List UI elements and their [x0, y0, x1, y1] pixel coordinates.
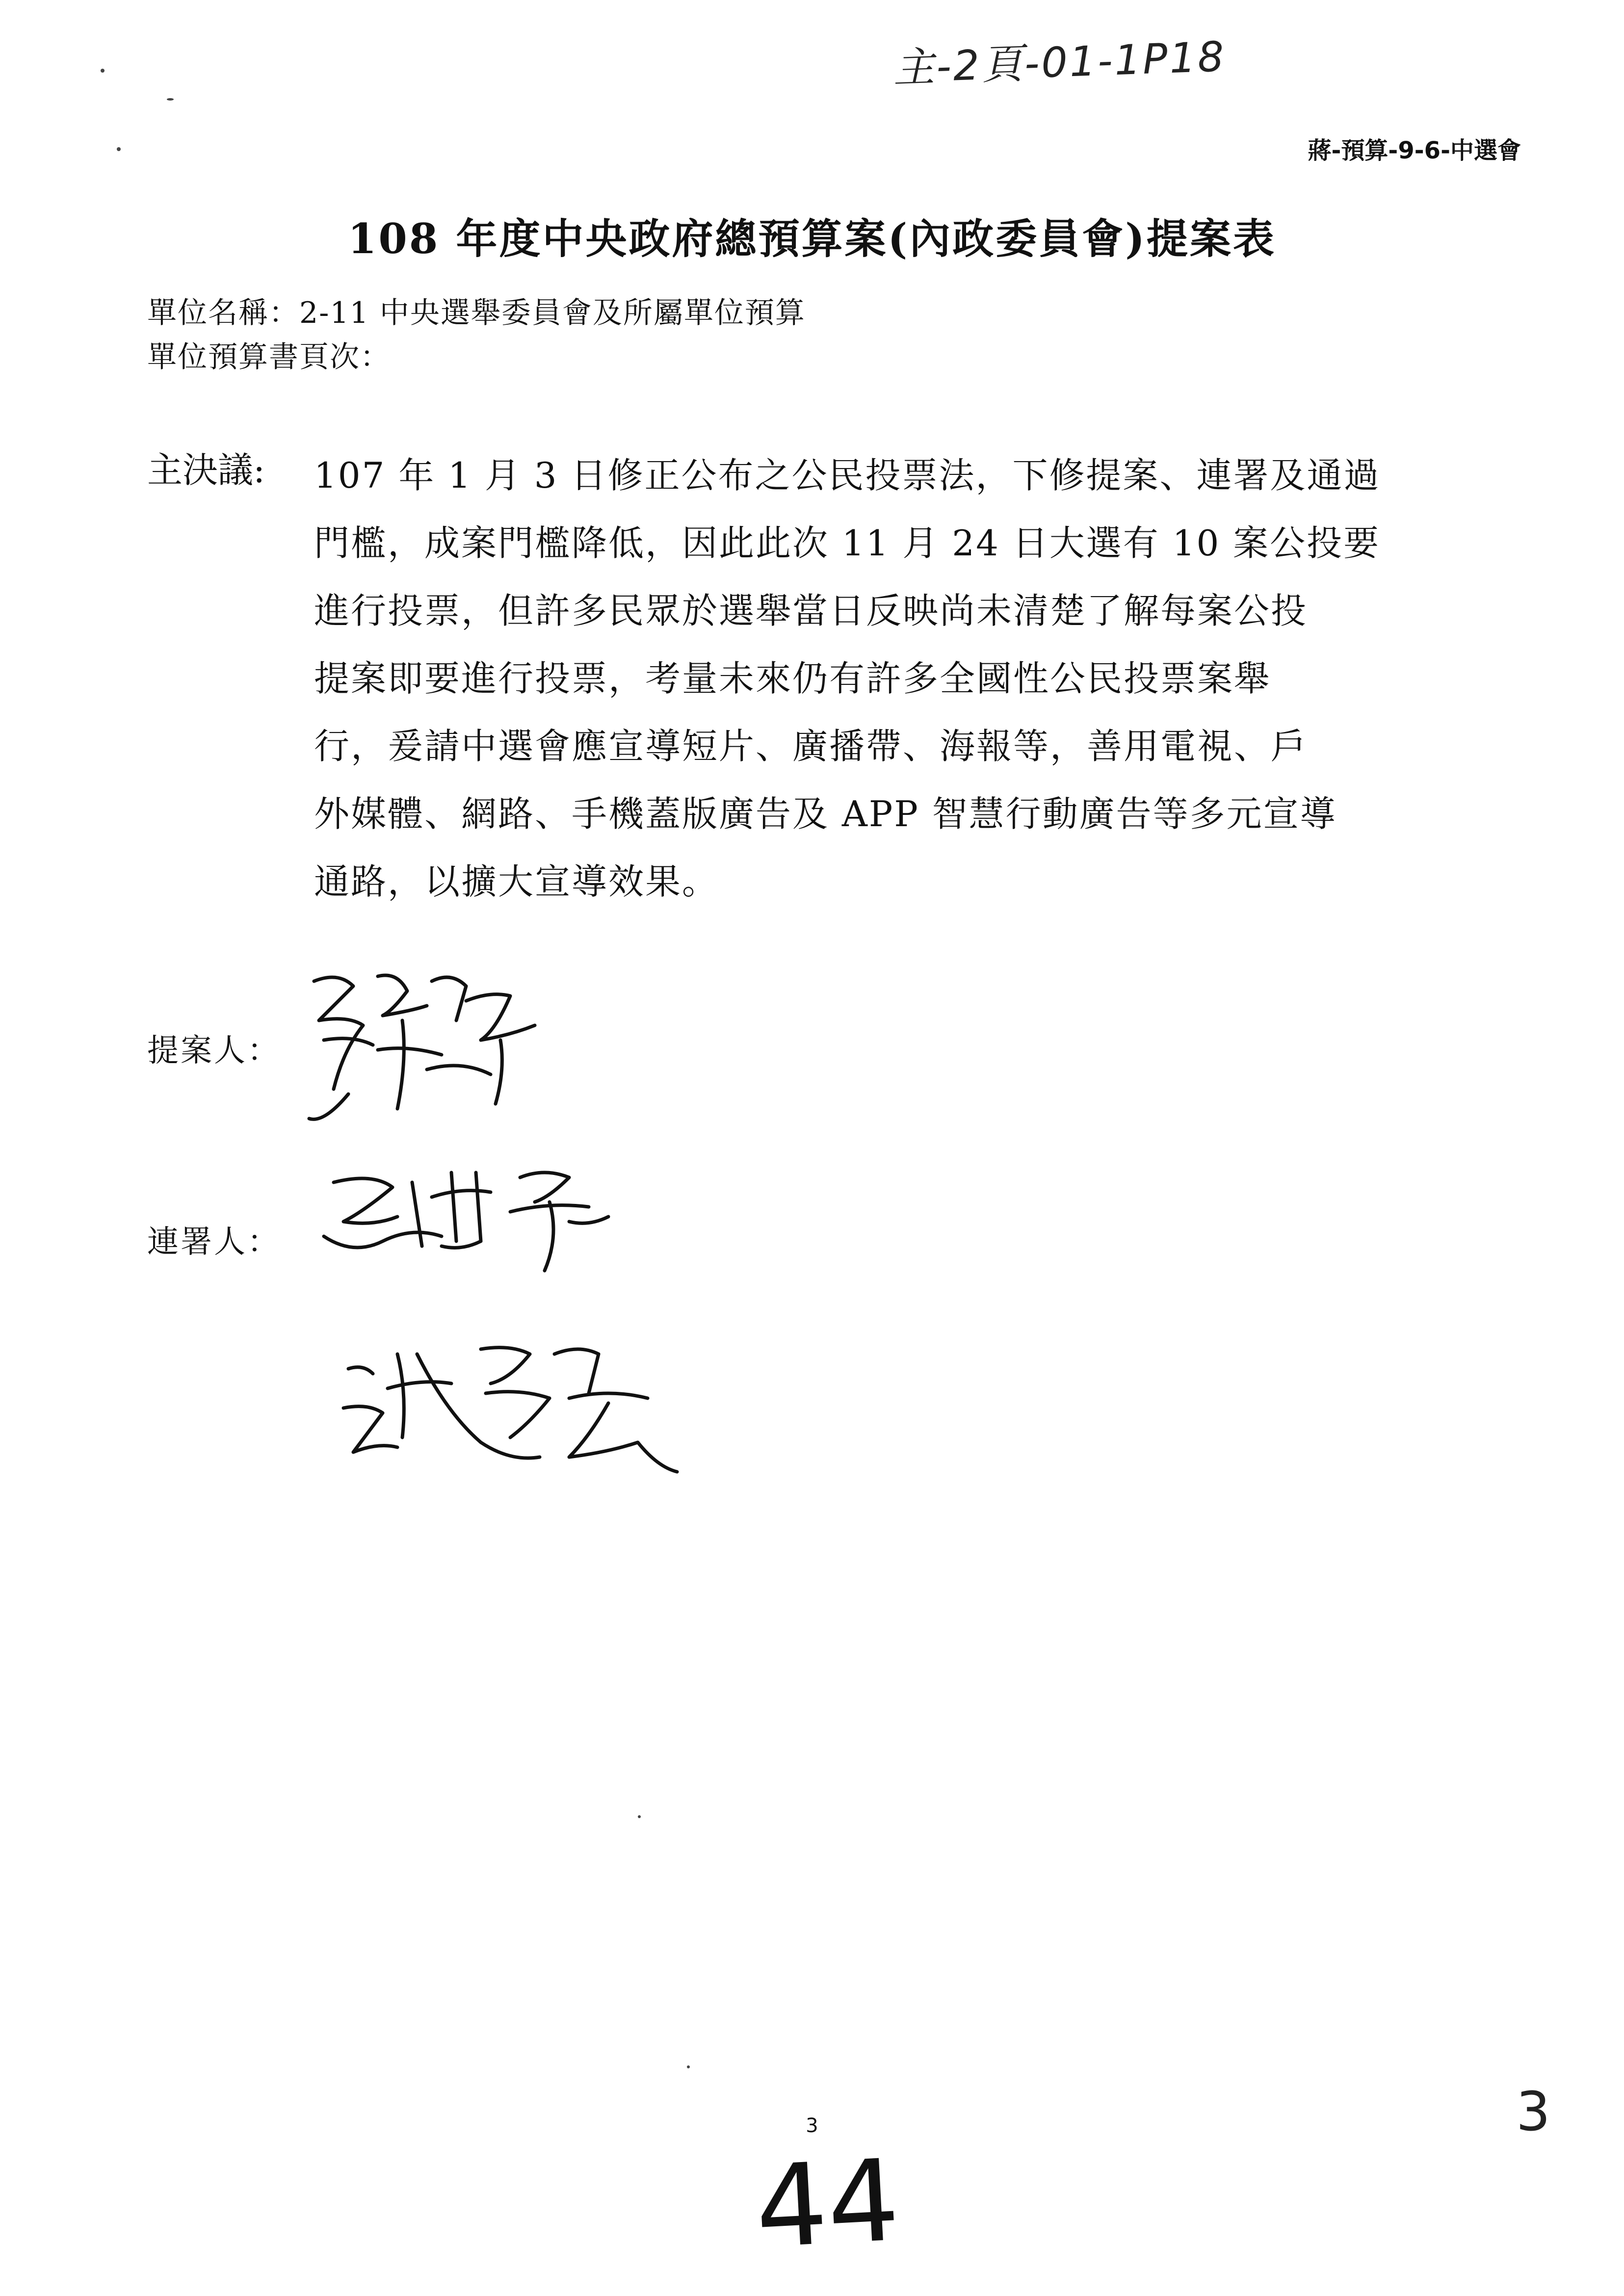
proposer-signature: [304, 962, 579, 1123]
resolution-line: 外媒體、網路、手機蓋版廣告及 APP 智慧行動廣告等多元宣導: [314, 793, 1337, 835]
scan-speck: [101, 69, 105, 73]
page-title: 108 年度中央政府總預算案(內政委員會)提案表: [347, 214, 1277, 263]
resolution-line: 行，爰請中選會應宣導短片、廣播帶、海報等，善用電視、戶: [314, 726, 1308, 767]
cosigner-signature: [314, 1153, 638, 1280]
scan-speck: [117, 147, 121, 151]
corner-page-number: 3: [1516, 2080, 1550, 2143]
resolution-label: 主決議:: [147, 449, 265, 491]
document-code: 蔣-預算-9-6-中選會: [1308, 137, 1521, 164]
unit-name-line: 單位名稱：2-11 中央選舉委員會及所屬單位預算: [147, 296, 806, 330]
page-number: 3: [806, 2114, 818, 2137]
resolution-line: 通路，以擴大宣導效果。: [314, 861, 719, 902]
scan-speck: [687, 2065, 690, 2068]
resolution-line: 進行投票，但許多民眾於選舉當日反映尚未清楚了解每案公投: [314, 590, 1308, 631]
scan-speck: [638, 1815, 641, 1818]
handwritten-reference-note: 主-2頁-01-1P18: [892, 32, 1227, 92]
resolution-body: [314, 442, 1521, 915]
proposer-label: 提案人：: [147, 1033, 281, 1069]
cosigner-signature: [334, 1325, 697, 1482]
cosigner-label: 連署人：: [147, 1224, 281, 1260]
scan-speck: [167, 98, 174, 101]
resolution-line: 門檻，成案門檻降低，因此此次 11 月 24 日大選有 10 案公投要: [314, 522, 1381, 564]
resolution-line: 提案即要進行投票，考量未來仍有許多全國性公民投票案舉: [314, 658, 1271, 699]
budget-page-line: 單位預算書頁次：: [147, 340, 391, 374]
resolution-line: 107 年 1 月 3 日修正公布之公民投票法，下修提案、連署及通過: [314, 455, 1381, 496]
handwritten-page-number: 44: [752, 2135, 903, 2274]
